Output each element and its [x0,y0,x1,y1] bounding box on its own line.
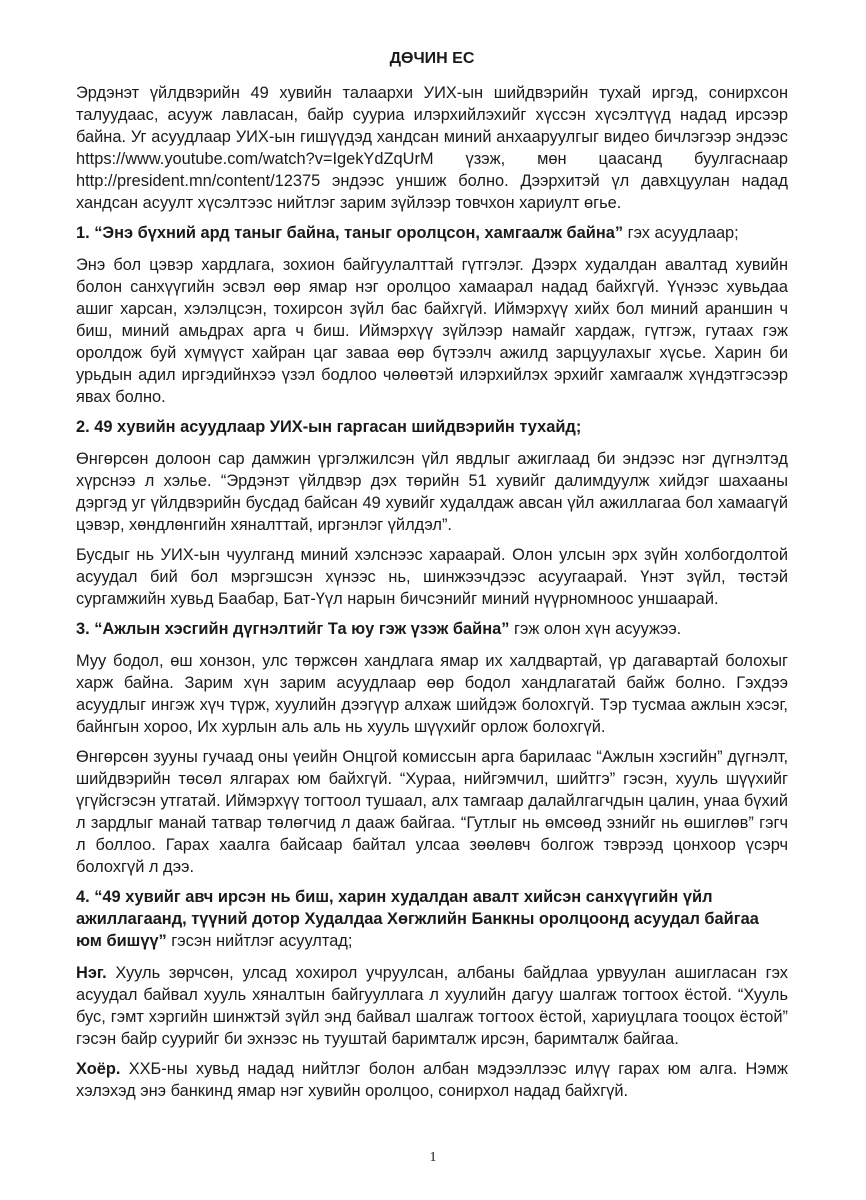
question-2 [76,416,788,438]
question-4-bold: 4. “49 хувийг авч ирсэн нь биш, харин худалдан авалт хийсэн санхүүгийн үйл ажиллагаанд, түүний дотор Худалдаа Хөгжлийн Банкны оролцоонд асуудал байгаа юм бишүү” [76,888,759,950]
answer-4-1-text: Хууль зөрчсөн, улсад хохирол учруулсан, албаны байдлаа урвуулан ашигласан гэх асуудал байвал хууль хяналтын байгууллага л хуулийн дагуу шалгаж тогтоох ёстой. “Хууль бус, гэмт хэргийн шинжтэй зүйл энд байвал шалгаж тогтоох ёстой, хариуцлага тооцох ёстой” гэсэн байр суурийг би эхнээс нь тууштай баримталж ирсэн, баримталж байгаа. [76,964,788,1048]
page-title: ДӨЧИН ЕС [389,50,475,67]
answer-3-paragraph-2: Өнгөрсөн зууны гучаад оны үеийн Онцгой комиссын арга барилаас “Ажлын хэсгийн” дүгнэлт, шийдвэрийн төсөл ялгарах юм байхгүй. “Хураа, нийгэмчил, шийтгэ” гэсэн, хууль шүүхийг үгүйсгэсэн утгатай. Иймэрхүү тогтоол тушаал, алх тамгаар далайлгагчдын цалин, унаа бүхий л зардлыг манай татвар төлөгчид л дааж байгаа. “Гутлыг нь өмсөөд эзнийг нь өшиглөв” гэгч л боллоо. Гарах хаалга байсаар байтал улсаа зөөлөвч болгож тэврээд цонхоор үсэрч болохгүй л дээ. [76,748,788,876]
question-3-tail: гэж олон хүн асуужээ. [509,620,682,638]
answer-1-paragraph: Энэ бол цэвэр хардлага, зохион байгуулалттай гүтгэлэг. Дээрх худалдан авалтад хувийн болон санхүүгийн эсвэл өөр ямар нэг оролцоо хамаарал надад байхгүй. Үүнээс хувьдаа ашиг харсан, хэлэлцсэн, тохирсон зүйл бас байхгүй. Иймэрхүү хийх бол миний араншин ч биш, миний амьдрах арга ч биш. Иймэрхүү зүйлээр намайг хардаж, гүтгэж, гутаах гэж оролдож буй хүмүүст хайран цаг заваа өөр бүтээлч ажилд зарцуулахыг хүсье. Харин би урьдын адил иргэдийнхээ үзэл бодлоо чөлөөтэй илэрхийлэх эрхийг хамгаалж хүндэтгэсээр явах болно. [76,256,788,406]
answer-4-2-text: ХХБ-ны хувьд надад нийтлэг болон албан мэдээллээс илүү гарах юм алга. Нэмж хэлэхэд энэ банкинд ямар нэг хувийн оролцоо, сонирхол надад байхгүй. [76,1060,788,1100]
answer-3-paragraph-1: Муу бодол, өш хонзон, улс төржсөн хандлага ямар их халдвартай, үр дагавартай болохыг харж байна. Зарим хүн зарим асуудлаар өөр бодол хандлагатай байж болно. Гэхдээ асуудлыг ингэж хүч түрж, хуулийн дээгүүр алхаж шийдэж болохгүй. Тэр тусмаа ажлын хэсэг, байнгын хороо, Их хурлын аль аль нь хууль шүүхийг орлож болохгүй. [76,652,788,736]
question-3-bold: 3. “Ажлын хэсгийн дүгнэлтийг Та юу гэж үзэж байна” [76,620,510,638]
question-1 [76,222,788,244]
page-number: 1 [429,1150,437,1165]
question-2-bold: 2. 49 хувийн асуудлаар УИХ-ын гаргасан шийдвэрийн тухайд; [76,418,582,436]
question-1-bold: 1. “Энэ бүхний ард таныг байна, таныг оролцсон, хамгаалж байна” [76,224,624,242]
question-4 [76,886,788,952]
answer-2-paragraph-1: Өнгөрсөн долоон сар дамжин үргэлжилсэн үйл явдлыг ажиглаад би эндээс нэг дүгнэлтэд хүрснээ л хэлье. “Эрдэнэт үйлдвэр дэх төрийн 51 хувийг далимдуулж хийдэг шахааны дэргэд уг үйлдвэрийн бусдад байсан 49 хувийг худалдаж авсан үйл ажиллагаа бол хамаагүй цэвэр, хөндлөнгийн хяналттай, иргэнлэг үйлдэл”. [76,450,788,534]
question-1-tail: гэх асуудлаар; [623,224,739,242]
answer-4-1-lead: Нэг. [76,964,107,982]
question-4-tail: гэсэн нийтлэг асуултад; [166,932,353,950]
answer-4-paragraph-1 [76,962,788,1050]
answer-4-2-lead: Хоёр. [76,1060,121,1078]
question-3 [76,618,788,640]
answer-2-paragraph-2: Бусдыг нь УИХ-ын чуулганд миний хэлснээс хараарай. Олон улсын эрх зүйн холбогдолтой асуудал бий бол мэргэшсэн хүнээс нь, шинжээчдээс асуугаарай. Үнэт зүйл, төстэй сургамжийн хувьд Баабар, Бат-Үүл нарын бичсэнийг миний нүүрномноос уншаарай. [76,546,788,608]
intro-paragraph: Эрдэнэт үйлдвэрийн 49 хувийн талаархи УИХ-ын шийдвэрийн тухай иргэд, сонирхсон талуудаас, асууж лавласан, байр сууриа илэрхийлэхийг хүссэн хүсэлтүүд надад ирсээр байна. Уг асуудлаар УИХ-ын гишүүдэд хандсан миний анхааруулгыг видео бичлэгээр эндээс https://www.youtube.com/watch?v=IgekYdZqUrM үзэж, мөн цаасанд буулгаснаар http://president.mn/content/12375 эндээс уншиж болно. Дээрхитэй үл давхцуулан надад хандсан асуулт хүсэлтээс нийтлэг зарим зүйлээр товчхон хариулт өгье. [76,84,788,212]
answer-4-paragraph-2 [76,1058,788,1102]
